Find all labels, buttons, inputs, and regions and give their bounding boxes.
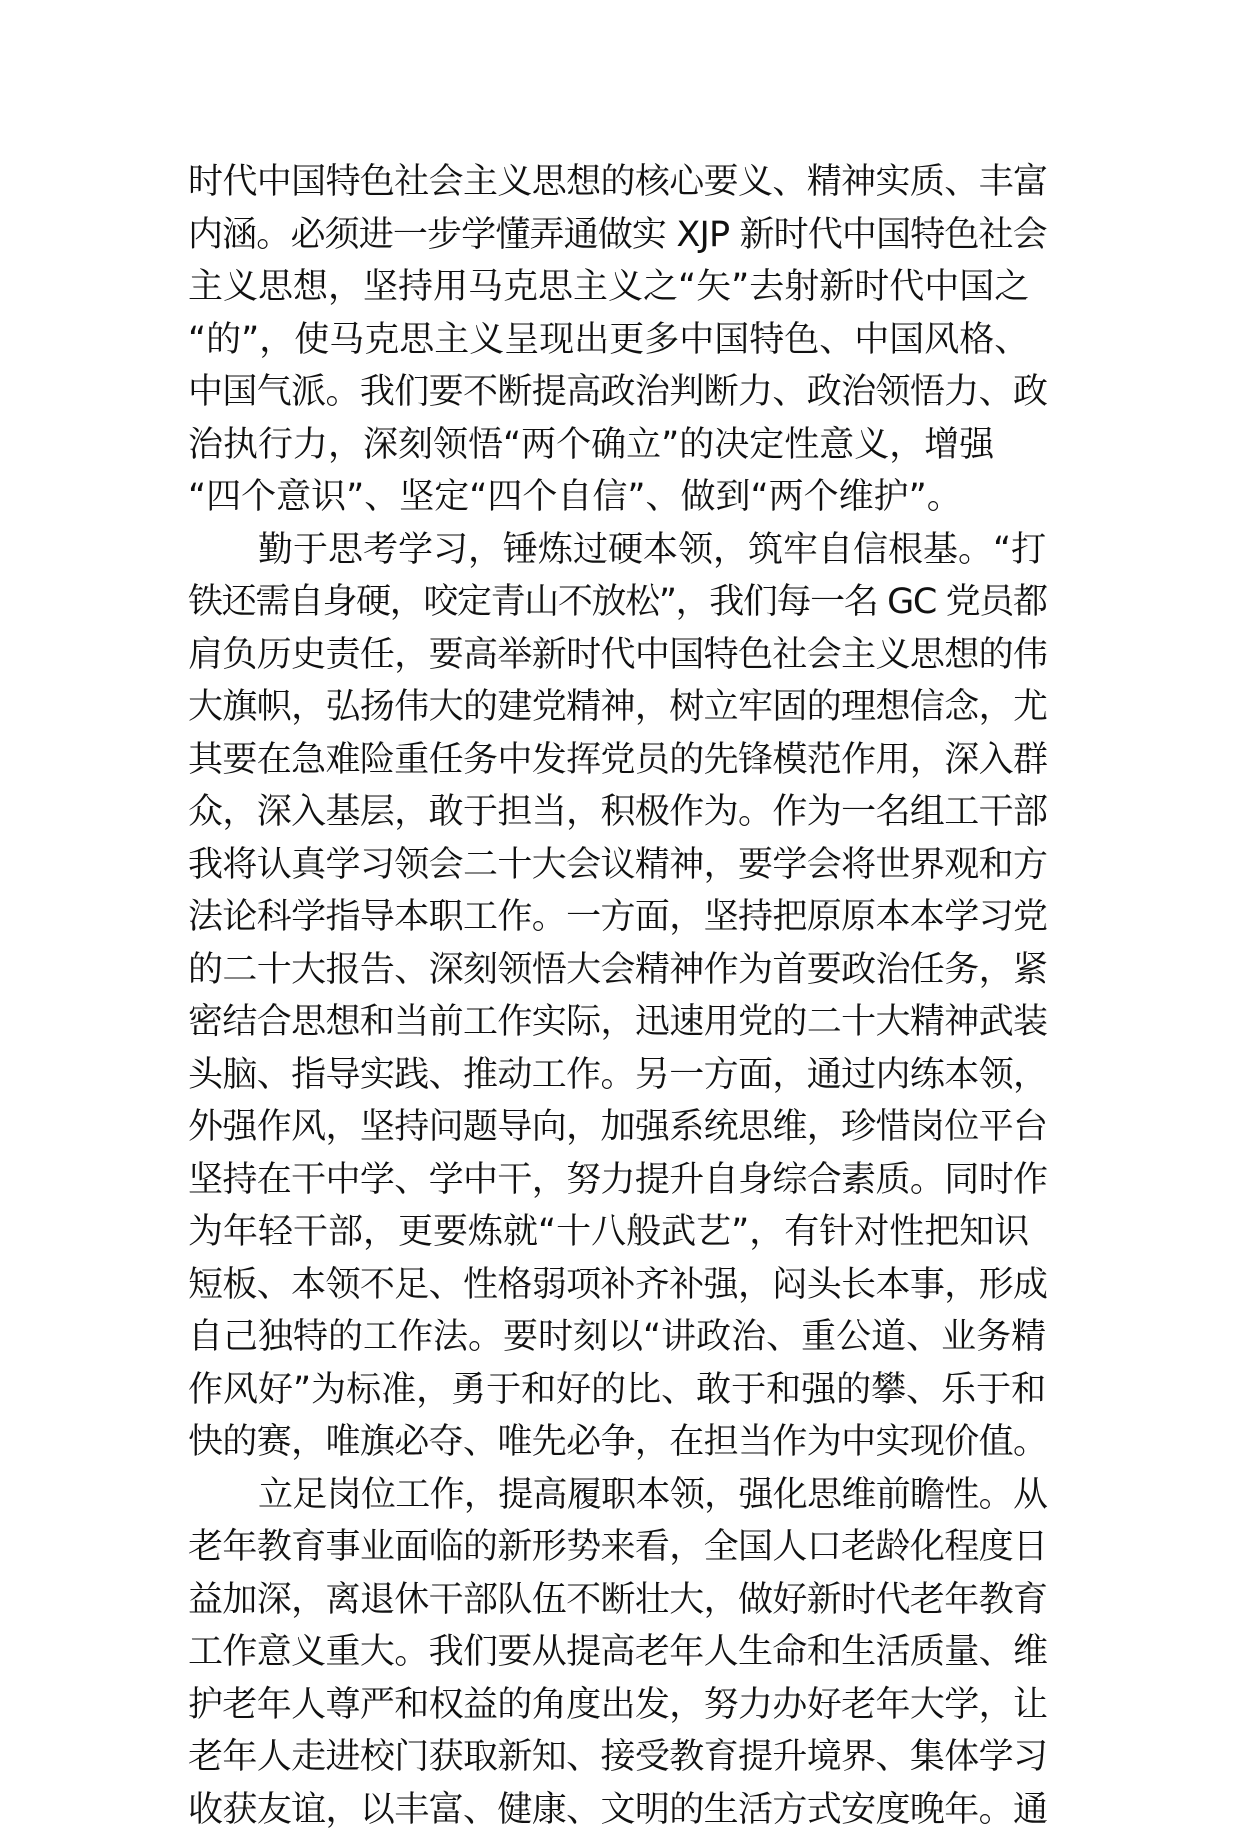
body-text [188,156,1048,1836]
text-line: 益加深，离退休干部队伍不断壮大，做好新时代老年教育 [188,1574,1048,1627]
text-line: 作风好”为标准，勇于和好的比、敢于和强的攀、乐于和 [188,1364,1048,1417]
text-line: 主义思想，坚持用马克思主义之“矢”去射新时代中国之 [188,261,1048,314]
text-line: 密结合思想和当前工作实际，迅速用党的二十大精神武装 [188,996,1048,1049]
text-line: 短板、本领不足、性格弱项补齐补强，闷头长本事，形成 [188,1259,1048,1312]
text-line: 为年轻干部，更要炼就“十八般武艺”，有针对性把知识 [188,1206,1048,1259]
text-line: 内涵。必须进一步学懂弄通做实 XJP 新时代中国特色社会 [188,209,1048,262]
text-line: 时代中国特色社会主义思想的核心要义、精神实质、丰富 [188,156,1048,209]
text-line: 老年教育事业面临的新形势来看，全国人口老龄化程度日 [188,1521,1048,1574]
text-line: 其要在急难险重任务中发挥党员的先锋模范作用，深入群 [188,734,1048,787]
text-line: 肩负历史责任，要高举新时代中国特色社会主义思想的伟 [188,629,1048,682]
text-line: 铁还需自身硬，咬定青山不放松”，我们每一名 GC 党员都 [188,576,1048,629]
text-line: 立足岗位工作，提高履职本领，强化思维前瞻性。从 [188,1469,1048,1522]
text-line: 老年人走进校门获取新知、接受教育提升境界、集体学习 [188,1731,1048,1784]
text-line: 收获友谊，以丰富、健康、文明的生活方式安度晚年。通 [188,1784,1048,1836]
text-line: “四个意识”、坚定“四个自信”、做到“两个维护”。 [188,471,1048,524]
text-line: 的二十大报告、深刻领悟大会精神作为首要政治任务，紧 [188,944,1048,997]
text-line: 快的赛，唯旗必夺、唯先必争，在担当作为中实现价值。 [188,1416,1048,1469]
text-line: 自己独特的工作法。要时刻以“讲政治、重公道、业务精 [188,1311,1048,1364]
text-line: 众，深入基层，敢于担当，积极作为。作为一名组工干部 [188,786,1048,839]
text-line: 大旗帜，弘扬伟大的建党精神，树立牢固的理想信念，尤 [188,681,1048,734]
text-line: 护老年人尊严和权益的角度出发，努力办好老年大学，让 [188,1679,1048,1732]
text-line: 法论科学指导本职工作。一方面，坚持把原原本本学习党 [188,891,1048,944]
text-line: 工作意义重大。我们要从提高老年人生命和生活质量、维 [188,1626,1048,1679]
text-line: “的”，使马克思主义呈现出更多中国特色、中国风格、 [188,314,1048,367]
text-line: 外强作风，坚持问题导向，加强系统思维，珍惜岗位平台 [188,1101,1048,1154]
text-line: 中国气派。我们要不断提高政治判断力、政治领悟力、政 [188,366,1048,419]
text-line: 坚持在干中学、学中干，努力提升自身综合素质。同时作 [188,1154,1048,1207]
text-line: 勤于思考学习，锤炼过硬本领，筑牢自信根基。“打 [188,524,1048,577]
text-line: 治执行力，深刻领悟“两个确立”的决定性意义，增强 [188,419,1048,472]
text-line: 我将认真学习领会二十大会议精神，要学会将世界观和方 [188,839,1048,892]
text-line: 头脑、指导实践、推动工作。另一方面，通过内练本领， [188,1049,1048,1102]
